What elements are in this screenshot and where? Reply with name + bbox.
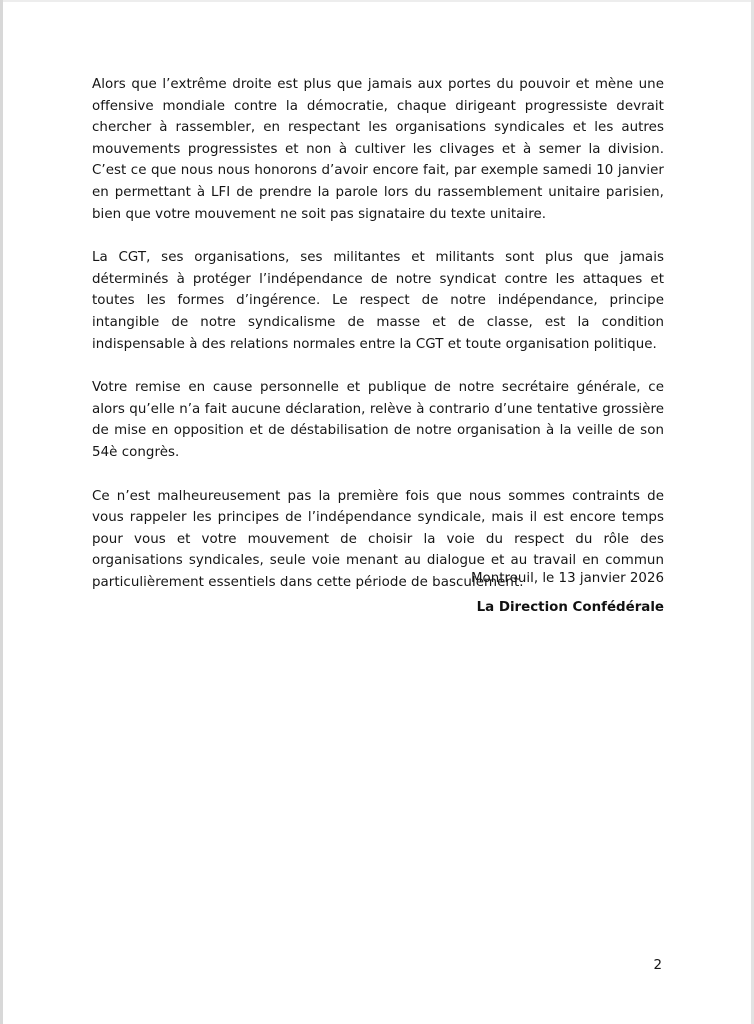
page-number: 2 [653,958,662,973]
page-left-edge [0,0,3,1024]
signature-place-date: Montreuil, le 13 janvier 2026 [470,571,664,586]
document-body [92,74,664,593]
signature-block [92,568,664,618]
page-top-edge [0,0,754,2]
signature-signer: La Direction Confédérale [476,599,664,615]
paragraph: Ce n’est malheureusement pas la première fois que nous sommes contraints de vous rappeler les principes de l’indépendance syndicale, mais il est encore temps pour vous et votre mouvement de choisir la voie du respect du rôle des organisations syndicales, seule voie menant au dialogue et au travail en commun particulièrement essentiels dans cette période de basculement. [92,488,664,590]
paragraph: La CGT, ses organisations, ses militantes et militants sont plus que jamais déterminés à protéger l’indépendance de notre syndicat contre les attaques et toutes les formes d’ingérence. Le respect de notre indépendance, principe intangible de notre syndicalisme de masse et de classe, est la condition indispensable à des relations normales entre la CGT et toute organisation politique. [92,250,664,352]
paragraph: Votre remise en cause personnelle et publique de notre secrétaire générale, ce alors qu’elle n’a fait aucune déclaration, relève à contrario d’une tentative grossière de mise en opposition et de déstabilisation de notre organisation à la veille de son 54è congrès. [92,380,664,460]
paragraph: Alors que l’extrême droite est plus que jamais aux portes du pouvoir et mène une offensive mondiale contre la démocratie, chaque dirigeant progressiste devrait chercher à rassembler, en respectant les organisations syndicales et les autres mouvements progressistes et non à cultiver les clivages et à semer la division. C’est ce que nous nous honorons d’avoir encore fait, par exemple samedi 10 janvier en permettant à LFI de prendre la parole lors du rassemblement unitaire parisien, bien que votre mouvement ne soit pas signataire du texte unitaire. [92,77,664,222]
